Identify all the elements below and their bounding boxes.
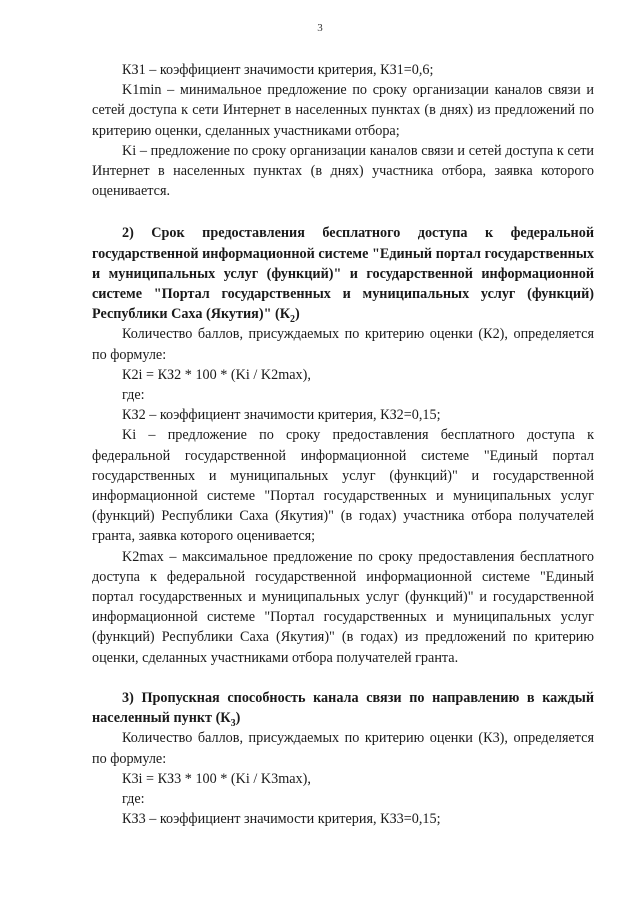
paragraph-k2max: K2max – максимальное предложение по сроку предоставления бесплатного доступа к федеральной государственной информационной системе "Единый портал государственных и муниципальных услуг (функций)" и государственной информационной системе "Портал государственных и муниципальных услуг (функций) Республики Саха (Якутия)" (в годах) из предложений по критерию оценки, сделанных участниками отбора получателей гранта. bbox=[92, 548, 594, 666]
section-heading-2-text: 2) Срок предоставления бесплатного доступа к федеральной государственной информационной системе "Единый портал государственных и муниципальных услуг (функций)" и государственной информационной системе "Портал государственных и муниципальных услуг (функций) Республики Саха (Якутия)" (К bbox=[92, 225, 594, 323]
document-body bbox=[92, 60, 594, 829]
section-heading-3-subscript: 3 bbox=[230, 717, 236, 729]
paragraph-kz2: КЗ2 – коэффициент значимости критерия, КЗ2=0,15; bbox=[122, 407, 441, 424]
formula-k2: К2i = КЗ2 * 100 * (Ki / K2max), bbox=[122, 366, 311, 383]
paragraph-k1min: K1min – минимальное предложение по сроку организации каналов связи и сетей доступа к сети Интернет в населенных пунктах (в днях) из предложений по критерию оценки, сделанных участниками отбора; bbox=[92, 82, 594, 139]
paragraph-k2-intro: Количество баллов, присуждаемых по критерию оценки (К2), определяется по формуле: bbox=[92, 326, 594, 363]
paragraph-kz1: КЗ1 – коэффициент значимости критерия, КЗ1=0,6; bbox=[122, 62, 434, 78]
paragraph-ki-1: Ki – предложение по сроку организации каналов связи и сетей доступа к сети Интернет в населенных пунктах (в днях) участника отбора, заявка которого оценивается. bbox=[92, 142, 594, 200]
paragraph-ki-2: Ki – предложение по сроку предоставления бесплатного доступа к федеральной государственной информационной системе "Единый портал государственных и муниципальных услуг (функций)" и государственной информационной системе "Портал государственных и муниципальных услуг (функций) Республики Саха (Якутия)" (в годах) участника отбора получателей гранта, заявка которого оценивается; bbox=[92, 427, 594, 545]
paragraph-kz3: КЗ3 – коэффициент значимости критерия, КЗ3=0,15; bbox=[122, 811, 441, 828]
section-heading-3-text: 3) Пропускная способность канала связи по направлению в каждый населенный пункт (К bbox=[92, 689, 594, 727]
page-number: 3 bbox=[317, 22, 323, 34]
section-heading-2 bbox=[92, 223, 594, 324]
section-heading-3 bbox=[92, 688, 594, 728]
paragraph-where-1: где: bbox=[122, 387, 145, 404]
paragraph-where-2: где: bbox=[122, 790, 145, 807]
section-heading-3-end: ) bbox=[235, 710, 241, 727]
section-heading-2-end: ) bbox=[295, 306, 300, 323]
section-heading-2-subscript: 2 bbox=[290, 314, 296, 326]
formula-k3: К3i = КЗ3 * 100 * (Ki / K3max), bbox=[122, 770, 311, 787]
paragraph-k3-intro: Количество баллов, присуждаемых по критерию оценки (К3), определяется по формуле: bbox=[92, 730, 594, 767]
